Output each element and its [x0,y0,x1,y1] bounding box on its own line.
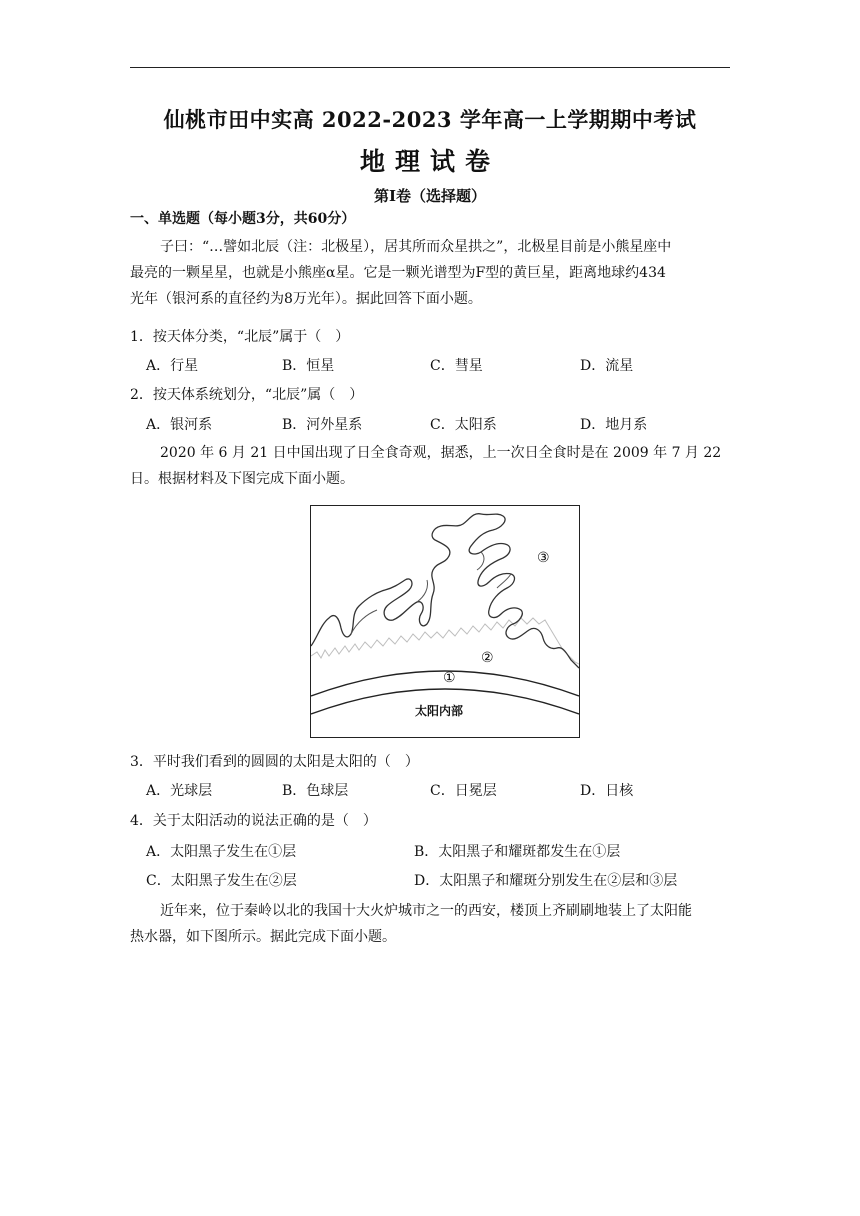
material-2-line: 2020 年 6 月 21 日中国出现了日全食奇观，据悉，上一次日全食时是在 2009 年 7 月 22 [160,445,722,461]
q4-option-d[interactable]: D．太阳黑子和耀斑分别发生在②层和③层 [414,873,678,889]
prominence-contour [351,552,511,634]
q3-option-d[interactable]: D．日核 [580,783,634,799]
material-1-line: 最亮的一颗星星，也就是小熊座α星。它是一颗光谱型为F型的黄巨星，距离地球约434 [130,265,666,281]
header-rule [130,67,730,68]
material-2 [130,440,730,492]
exam-title: 仙桃市田中实高 2022-2023 学年高一上学期期中考试 [163,107,697,132]
material-1-line: 子曰：“…譬如北辰（注：北极星），居其所而众星拱之”，北极星目前是小熊星座中 [160,239,672,255]
q3-option-c[interactable]: C．日冕层 [430,783,497,799]
material-3-line: 近年来，位于秦岭以北的我国十大火炉城市之一的西安，楼顶上齐刷刷地装上了太阳能 [160,903,692,919]
q1-option-d[interactable]: D．流星 [580,358,634,374]
q4-option-b[interactable]: B．太阳黑子和耀斑都发生在①层 [414,844,621,860]
question-3: 3．平时我们看到的圆圆的太阳是太阳的（ ） [130,754,419,770]
q2-option-c[interactable]: C．太阳系 [430,417,497,433]
material-2-line: 日。根据材料及下图完成下面小题。 [130,471,354,487]
chromosphere-edge [311,618,579,664]
question-4: 4．关于太阳活动的说法正确的是（ ） [130,813,377,829]
layer-1-label: ① [443,670,456,686]
q3-option-b[interactable]: B．色球层 [282,783,349,799]
material-1 [130,234,730,312]
q4-option-c[interactable]: C．太阳黑子发生在②层 [146,873,297,889]
question-2: 2．按天体系统划分，“北辰”属（ ） [130,387,364,403]
material-3 [130,898,730,950]
q2-option-d[interactable]: D．地月系 [580,417,648,433]
solar-interior-label: 太阳内部 [415,704,464,718]
question-1: 1．按天体分类，“北辰”属于（ ） [130,329,350,345]
prominence-outline [311,514,579,668]
layer-2-label: ② [481,650,494,666]
exam-subject: 地理试卷 [359,147,500,176]
q1-option-a[interactable]: A．行星 [146,358,199,374]
q4-option-a[interactable]: A．太阳黑子发生在①层 [146,844,297,860]
q2-option-b[interactable]: B．河外星系 [282,417,363,433]
q2-option-a[interactable]: A．银河系 [146,417,213,433]
q1-option-c[interactable]: C．彗星 [430,358,483,374]
layer-3-label: ③ [537,550,550,566]
section-heading: 一、单选题（每小题3分，共60分） [130,211,356,227]
material-1-line: 光年（银河系的直径约为8万光年）。据此回答下面小题。 [130,291,482,307]
q3-option-a[interactable]: A．光球层 [146,783,213,799]
solar-atmosphere-figure [310,505,580,738]
q1-option-b[interactable]: B．恒星 [282,358,335,374]
material-3-line: 热水器，如下图所示。据此完成下面小题。 [130,929,396,945]
part-title: 第Ⅰ卷（选择题） [373,187,487,205]
